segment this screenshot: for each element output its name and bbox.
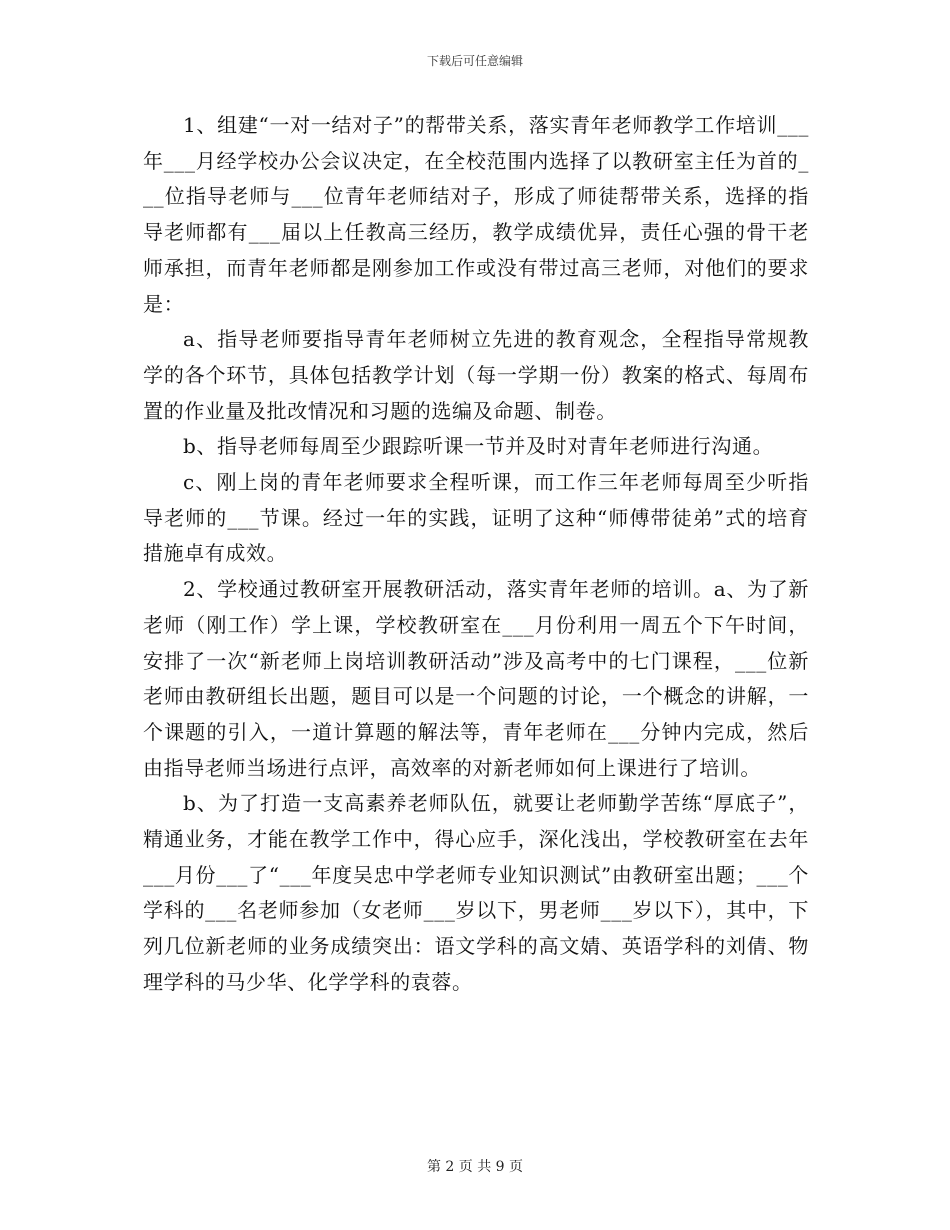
page-number: 第 2 页 共 9 页 (426, 1159, 524, 1175)
paragraph-1-pairing: 1、组建“一对一结对子”的帮带关系，落实青年老师教学工作培训___年___月经学校办公会议决定，在全校范围内选择了以教研室主任为首的___位指导老师与___位青年老师结对子，形成了师徒帮带关系，选择的指导老师都有___届以上任教高三经历，教学成绩优异，责任心强的骨干老师承担，而青年老师都是刚参加工作或没有带过高三老师，对他们的要求是： (143, 113, 809, 316)
document-body (143, 108, 809, 1001)
paragraph-2b-knowledge-test: b、为了打造一支高素养老师队伍，就要让老师勤学苦练“厚底子”，精通业务，才能在教学工作中，得心应手，深化浅出，学校教研室在去年___月份___了“___年度吴忠中学老师专业知识测试”由教研室出题；___个学科的___名老师参加（女老师___岁以下，男老师___岁以下），其中，下列几位新老师的业务成绩突出：语文学科的高文婧、英语学科的刘倩、物理学科的马少华、化学学科的袁蓉。 (143, 791, 809, 994)
paragraph-1a-guidance: a、指导老师要指导青年老师树立先进的教育观念，全程指导常规教学的各个环节，具体包括教学计划（每一学期一份）教案的格式、每周布置的作业量及批改情况和习题的选编及命题、制卷。 (143, 327, 809, 423)
paragraph-1c-new-teachers: c、刚上岗的青年老师要求全程听课，而工作三年老师每周至少听指导老师的___节课。经过一年的实践，证明了这种“师傅带徒弟”式的培育措施卓有成效。 (143, 470, 809, 566)
paragraph-2-teaching-research: 2、学校通过教研室开展教研活动，落实青年老师的培训。a、为了新老师（刚工作）学上课，学校教研室在___月份利用一周五个下午时间，安排了一次“新老师上岗培训教研活动”涉及高考中的七门课程，___位新老师由教研组长出题，题目可以是一个问题的讨论，一个概念的讲解，一个课题的引入，一道计算题的解法等，青年老师在___分钟内完成，然后由指导老师当场进行点评，高效率的对新老师如何上课进行了培训。 (143, 577, 809, 780)
paragraph-1b-weekly-audit: b、指导老师每周至少跟踪听课一节并及时对青年老师进行沟通。 (183, 434, 774, 459)
page-header: 下载后可任意编辑 (426, 54, 523, 68)
